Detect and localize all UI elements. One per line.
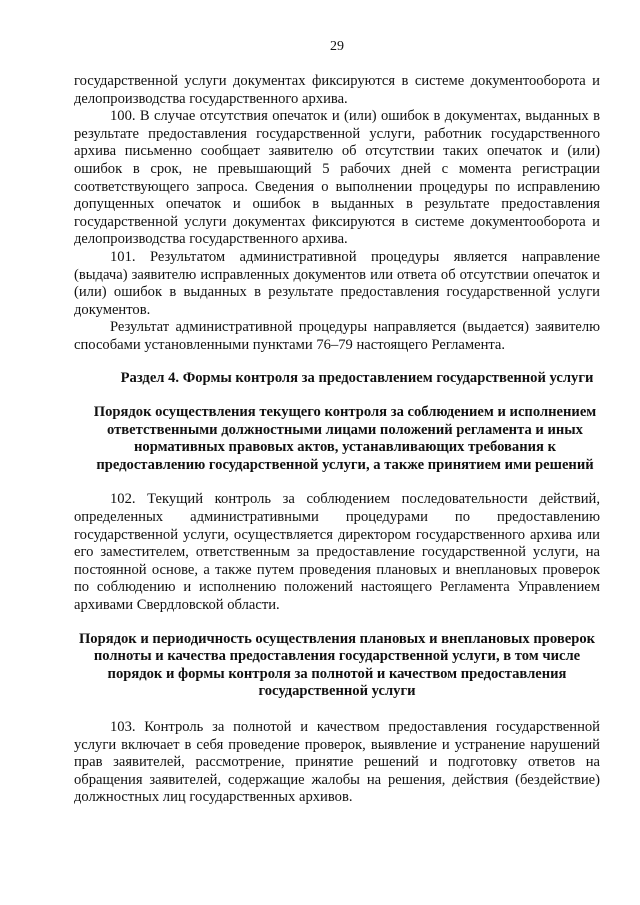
subsection-current-control-heading: Порядок осуществления текущего контроля за соблюдением и исполнением ответственными должностными лицами положений регламента и иных нормативных правовых актов, устанавливающих требования к предоставлению государственной услуги, а также принятием ими решений [93,404,597,473]
section-4-heading: Раздел 4. Формы контроля за предоставлением государственной услуги [120,369,594,386]
paragraph-101-result: Результат административной процедуры направляется (выдается) заявителю способами установленными пунктами 76–79 настоящего Регламента. [74,319,600,353]
paragraph-102: 102. Текущий контроль за соблюдением последовательности действий, определенных административными процедурами по предоставлению государственной услуги, осуществляется директором государственного архива или его заместителем, ответственным за предоставление государственной услуги, на постоянной основе, а также путем проведения плановых и внеплановых проверок по соблюдению и исполнению положений настоящего Регламента Управлением архивами Свердловской области. [74,491,600,614]
paragraph-continuation: государственной услуги документах фиксируются в системе документооборота и делопроизводства государственного архива. [74,73,600,107]
paragraph-103: 103. Контроль за полнотой и качеством предоставления государственной услуги включает в себя проведение проверок, выявление и устранение нарушений прав заявителей, рассмотрение, принятие решений и подготовку ответов на обращения заявителей, содержащие жалобы на решения, действия (бездействие) должностных лиц государственных архивов. [74,719,600,806]
paragraph-100: 100. В случае отсутствия опечаток и (или) ошибок в документах, выданных в результате предоставления государственной услуги, работник государственного архива письменно сообщает заявителю об отсутствии таких опечаток и (или) ошибок в срок, не превышающий 5 рабочих дней с момента регистрации соответствующего запроса. Сведения о выполнении процедуры по исправлению допущенных опечаток и ошибок в выданных в результате предоставления государственной услуги документах фиксируются в системе документооборота и делопроизводства государственного архива. [74,108,600,248]
paragraph-101: 101. Результатом административной процедуры является направление (выдача) заявителю исправленных документов или ответа об отсутствии опечаток и (или) ошибок в выданных в результате предоставления государственной услуги документов. [74,248,600,318]
subsection-inspections-heading: Порядок и периодичность осуществления плановых и внеплановых проверок полноты и качества предоставления государственной услуги, в том числе порядок и формы контроля за полнотой и качеством предоставления государственной услуги [78,630,596,700]
page-number: 29 [330,39,344,54]
